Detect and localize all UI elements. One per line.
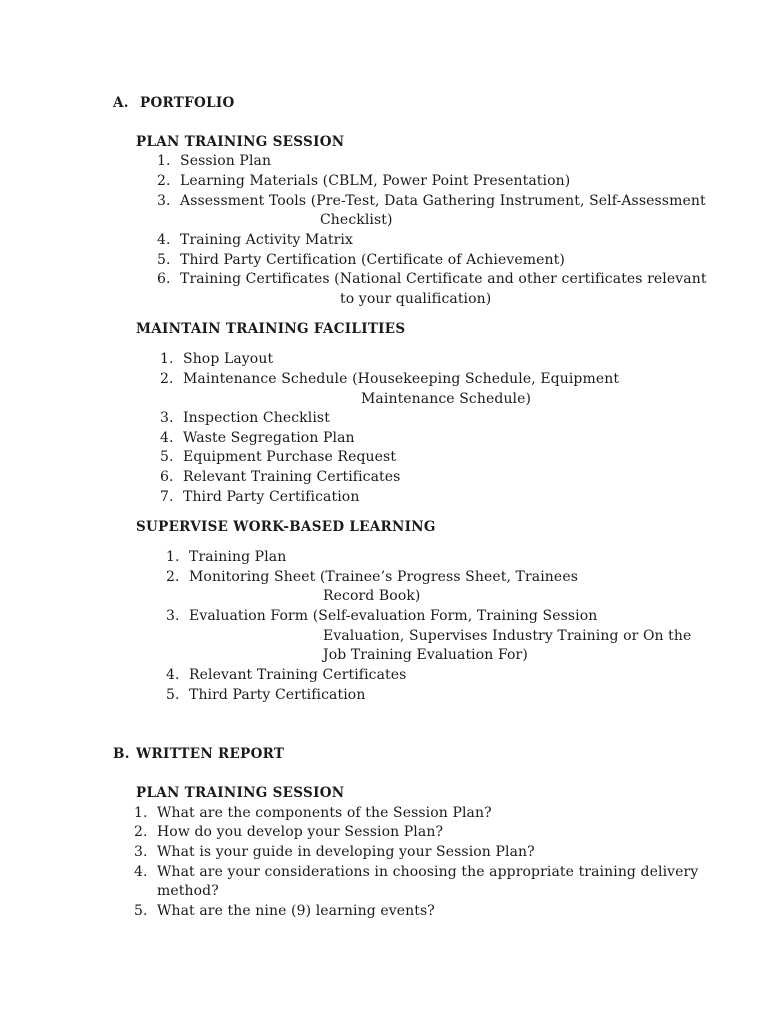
list-item: Relevant Training Certificates [189,667,407,683]
list-item-number: 2. [157,173,171,189]
supervise-work-based-learning-heading: SUPERVISE WORK-BASED LEARNING [136,519,436,535]
list-item: Relevant Training Certificates [183,469,401,485]
list-item-number: 4. [157,232,171,248]
list-item: Training Certificates (National Certificate and other certificates relevant [180,271,707,287]
list-item-number: 3. [134,844,148,860]
list-item: Waste Segregation Plan [183,430,355,446]
list-item-continuation: Job Training Evaluation For) [323,647,528,663]
list-item: Assessment Tools (Pre-Test, Data Gathering Instrument, Self-Assessment [180,193,706,209]
list-item-number: 4. [160,430,174,446]
list-item: Training Activity Matrix [180,232,353,248]
list-item: Shop Layout [183,351,274,367]
list-item-number: 1. [134,805,148,821]
list-item: Third Party Certification [189,687,366,703]
list-item-continuation: to your qualification) [340,291,492,307]
list-item: Third Party Certification [183,489,360,505]
list-item: Learning Materials (CBLM, Power Point Presentation) [180,173,571,189]
list-item-continuation: method? [157,883,219,899]
list-item-number: 1. [166,549,180,565]
list-item: Session Plan [180,153,272,169]
list-item-number: 5. [166,687,180,703]
list-item: What are the components of the Session Plan? [157,805,492,821]
list-item-number: 3. [166,608,180,624]
list-item: Equipment Purchase Request [183,449,397,465]
list-item: Maintenance Schedule (Housekeeping Schedule, Equipment [183,371,620,387]
list-item-number: 6. [157,271,171,287]
list-item: Evaluation Form (Self-evaluation Form, Training Session [189,608,598,624]
list-item-number: 5. [157,252,171,268]
list-item-number: 3. [157,193,171,209]
maintain-training-facilities-heading: MAINTAIN TRAINING FACILITIES [136,321,406,337]
list-item-number: 2. [134,824,148,840]
list-item-number: 7. [160,489,174,505]
list-item-number: 1. [160,351,174,367]
section-b-letter: B. [113,746,130,762]
list-item-number: 2. [166,569,180,585]
list-item-number: 2. [160,371,174,387]
list-item-number: 5. [160,449,174,465]
list-item-continuation: Evaluation, Supervises Industry Training or On the [323,628,692,644]
list-item: What are your considerations in choosing the appropriate training delivery [157,864,699,880]
list-item: What is your guide in developing your Session Plan? [157,844,535,860]
list-item-number: 3. [160,410,174,426]
list-item: Monitoring Sheet (Trainee’s Progress Sheet, Trainees [189,569,578,585]
list-item-number: 4. [134,864,148,880]
plan-training-session-heading: PLAN TRAINING SESSION [136,134,345,150]
list-item: How do you develop your Session Plan? [157,824,444,840]
list-item: What are the nine (9) learning events? [157,903,435,919]
list-item-continuation: Maintenance Schedule) [361,391,532,407]
section-a-letter: A. [113,95,129,111]
list-item-number: 5. [134,903,148,919]
list-item-number: 4. [166,667,180,683]
list-item-continuation: Checklist) [320,212,393,228]
list-item-number: 6. [160,469,174,485]
section-b-heading: WRITTEN REPORT [136,746,285,762]
report-plan-training-session-heading: PLAN TRAINING SESSION [136,785,345,801]
section-a-heading: PORTFOLIO [140,95,235,111]
list-item: Inspection Checklist [183,410,330,426]
list-item-continuation: Record Book) [323,588,421,604]
list-item: Third Party Certification (Certificate of Achievement) [180,252,565,268]
list-item-number: 1. [157,153,171,169]
list-item: Training Plan [189,549,287,565]
